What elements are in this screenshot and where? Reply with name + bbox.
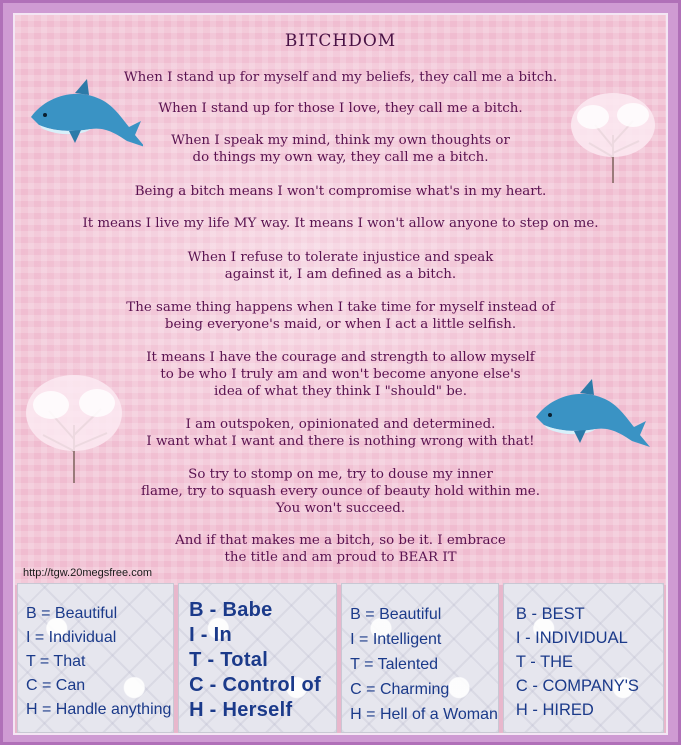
poem-line: You won't succeed. bbox=[275, 501, 406, 516]
acronym-row: H - Herself bbox=[189, 699, 293, 721]
poem-line: And if that makes me a bitch, so be it. I embrace bbox=[175, 533, 506, 548]
acronym-panels bbox=[17, 583, 664, 733]
poem-card bbox=[13, 13, 668, 735]
acronym-row: H = Hell of a Woman bbox=[350, 706, 498, 723]
acronym-row: C - Control of bbox=[189, 674, 322, 696]
poem-stanza bbox=[15, 466, 666, 517]
acronym-row: C = Charming bbox=[350, 681, 450, 698]
acronym-panel bbox=[503, 583, 664, 733]
poem-line: So try to stomp on me, try to douse my inner bbox=[188, 467, 493, 482]
acronym-panel bbox=[178, 583, 337, 733]
poem-line: being everyone's maid, or when I act a little selfish. bbox=[164, 317, 517, 332]
poem-line: It means I have the courage and strength to allow myself bbox=[146, 350, 535, 365]
acronym-panel bbox=[341, 583, 499, 733]
poem-line: idea of what they think I "should" be. bbox=[214, 384, 467, 399]
acronym-row: T - THE bbox=[515, 653, 574, 671]
poem-line: do things my own way, they call me a bitch. bbox=[192, 150, 489, 165]
poem-line: against it, I am defined as a bitch. bbox=[224, 267, 457, 282]
acronym-row: I - In bbox=[189, 624, 232, 646]
poem-line: to be who I truly am and won't become anyone else's bbox=[160, 367, 521, 382]
acronym-row: C - COMPANY'S bbox=[515, 677, 639, 695]
poem-line: Being a bitch means I won't compromise what's in my heart. bbox=[134, 184, 547, 199]
poem-title: BITCHDOM bbox=[284, 31, 397, 51]
poem-stanza bbox=[15, 215, 666, 232]
poem-line: When I speak my mind, think my own thoughts or bbox=[171, 133, 510, 148]
poem-line: I want what I want and there is nothing wrong with that! bbox=[146, 434, 535, 449]
poem-stanza bbox=[15, 100, 666, 117]
poem-stanza bbox=[15, 249, 666, 283]
poem-line: the title and am proud to BEAR IT bbox=[224, 550, 457, 565]
acronym-row: H = Handle anything bbox=[26, 701, 172, 718]
acronym-row: T = That bbox=[26, 653, 86, 670]
poem-line: It means I live my life MY way. It means I won't allow anyone to step on me. bbox=[82, 216, 599, 231]
acronym-row: B - BEST bbox=[515, 605, 585, 623]
poem-stanza bbox=[15, 69, 666, 86]
acronym-row: H - HIRED bbox=[515, 701, 594, 719]
acronym-row: B - Babe bbox=[189, 599, 273, 621]
acronym-row: B = Beautiful bbox=[350, 606, 442, 623]
acronym-row: C = Can bbox=[26, 677, 86, 694]
poem-stanza bbox=[15, 299, 666, 333]
acronym-panel bbox=[17, 583, 174, 733]
acronym-row: I - INDIVIDUAL bbox=[515, 629, 628, 647]
acronym-row: T - Total bbox=[189, 649, 269, 671]
poem-line: flame, try to squash every ounce of beauty hold within me. bbox=[141, 484, 540, 499]
poem-line: I am outspoken, opinionated and determined. bbox=[185, 417, 496, 432]
acronym-row: I = Individual bbox=[26, 629, 117, 646]
poem-stanza bbox=[15, 349, 666, 400]
poem-stanza bbox=[15, 532, 666, 566]
poem-stanza bbox=[15, 416, 666, 450]
acronym-row: T = Talented bbox=[350, 656, 439, 673]
acronym-row: I = Intelligent bbox=[350, 631, 442, 648]
source-url: http://tgw.20megsfree.com bbox=[23, 567, 153, 579]
poem-line: When I stand up for myself and my beliefs, they call me a bitch. bbox=[123, 70, 558, 85]
poem-area bbox=[15, 15, 666, 585]
poem-stanza bbox=[15, 183, 666, 200]
poem-line: The same thing happens when I take time for myself instead of bbox=[126, 300, 555, 315]
acronym-row: B = Beautiful bbox=[26, 605, 118, 622]
poem-line: When I refuse to tolerate injustice and speak bbox=[187, 250, 494, 265]
poem-stanza bbox=[15, 132, 666, 166]
poem-line: When I stand up for those I love, they call me a bitch. bbox=[158, 101, 523, 116]
